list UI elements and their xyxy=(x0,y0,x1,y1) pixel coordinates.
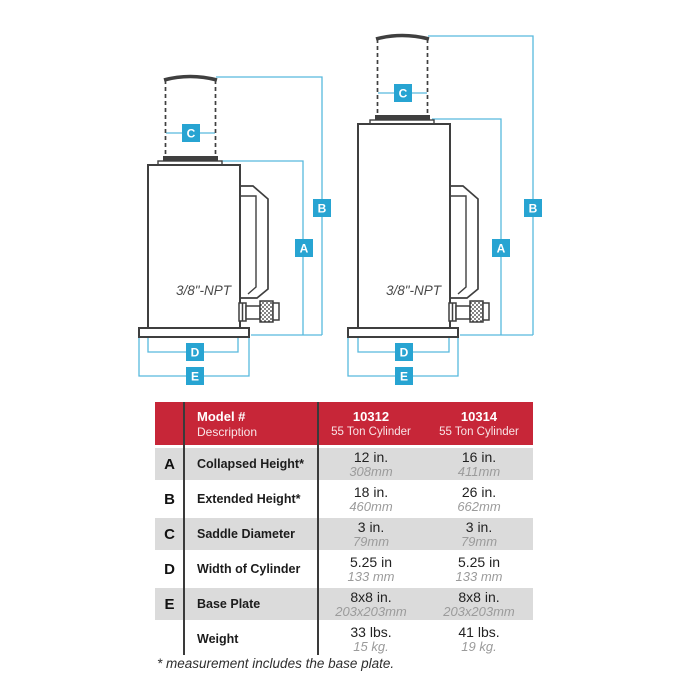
table-row xyxy=(155,553,533,585)
value-metric: 79mm xyxy=(460,533,498,549)
left-label-d: D xyxy=(190,345,200,360)
model-10312-sub: 55 Ton Cylinder xyxy=(331,425,411,438)
description-label: Description xyxy=(197,424,258,439)
row-label: Collapsed Height* xyxy=(197,457,304,471)
value-imperial: 3 in. xyxy=(465,518,493,535)
footnote: * measurement includes the base plate. xyxy=(157,656,395,671)
row-letter: B xyxy=(164,490,175,508)
right-label-b: B xyxy=(528,201,538,216)
right-label-c: C xyxy=(398,86,408,101)
value-imperial: 5.25 in xyxy=(457,553,501,570)
model-10314-sub: 55 Ton Cylinder xyxy=(439,425,519,438)
table-row xyxy=(155,518,533,550)
value-metric: 203x203mm xyxy=(335,603,407,619)
value-metric: 133 mm xyxy=(455,568,503,584)
table-vertical-divider xyxy=(183,402,185,655)
model-10312: 10312 xyxy=(352,408,390,424)
right-npt-label: 3/8"-NPT xyxy=(386,283,442,298)
left-npt-port xyxy=(239,301,279,322)
row-letter: A xyxy=(164,455,175,473)
header-letter-cell xyxy=(155,402,184,445)
header-description-cell xyxy=(184,402,317,445)
right-handle-bracket-inner xyxy=(450,196,466,294)
model-10314: 10314 xyxy=(460,408,498,424)
left-base-plate xyxy=(139,328,249,337)
left-handle-bracket-outer xyxy=(240,186,268,298)
table-vertical-divider xyxy=(317,402,319,655)
row-label: Base Plate xyxy=(197,597,261,611)
table-row xyxy=(155,623,533,655)
value-metric: 15 kg. xyxy=(353,638,389,654)
left-cylinder-body xyxy=(148,165,240,328)
left-npt-label: 3/8"-NPT xyxy=(176,283,232,298)
right-label-d: D xyxy=(399,345,409,360)
left-collar-band xyxy=(163,156,218,161)
row-letter: D xyxy=(164,560,175,578)
value-imperial: 26 in. xyxy=(461,483,497,500)
value-imperial: 18 in. xyxy=(353,483,389,500)
value-metric: 662mm xyxy=(457,498,501,514)
value-metric: 460mm xyxy=(349,498,393,514)
value-imperial: 5.25 in xyxy=(349,553,393,570)
value-imperial: 41 lbs. xyxy=(458,623,500,640)
row-letter: C xyxy=(164,525,175,543)
row-label: Weight xyxy=(197,632,239,646)
row-label: Extended Height* xyxy=(197,492,301,506)
table-header-row xyxy=(155,402,533,445)
right-handle-bracket-outer xyxy=(450,186,478,298)
right-saddle-top xyxy=(376,36,429,40)
left-label-e: E xyxy=(190,369,200,384)
row-letter: E xyxy=(164,595,175,613)
header-column-10314 xyxy=(425,402,533,445)
left-label-b: B xyxy=(317,201,327,216)
right-npt-port xyxy=(449,301,489,322)
value-metric: 308mm xyxy=(349,463,393,479)
left-jack xyxy=(139,77,331,386)
left-saddle-top xyxy=(164,77,217,81)
left-handle-bracket-inner xyxy=(240,196,256,294)
value-metric: 411mm xyxy=(457,463,501,479)
table-row xyxy=(155,588,533,620)
right-label-e: E xyxy=(399,369,409,384)
value-metric: 203x203mm xyxy=(443,603,515,619)
value-metric: 79mm xyxy=(352,533,390,549)
row-label: Width of Cylinder xyxy=(197,562,301,576)
value-imperial: 16 in. xyxy=(461,448,497,465)
right-collar-band xyxy=(375,115,430,120)
value-imperial: 3 in. xyxy=(357,518,385,535)
value-imperial: 33 lbs. xyxy=(350,623,392,640)
spec-table xyxy=(155,402,533,658)
right-label-a: A xyxy=(496,241,506,256)
value-metric: 19 kg. xyxy=(461,638,497,654)
row-letter xyxy=(155,623,184,655)
value-imperial: 12 in. xyxy=(353,448,389,465)
left-label-a: A xyxy=(299,241,309,256)
row-label: Saddle Diameter xyxy=(197,527,295,541)
right-jack xyxy=(348,36,542,386)
left-label-c: C xyxy=(186,126,196,141)
table-row xyxy=(155,483,533,515)
value-imperial: 8x8 in. xyxy=(458,588,500,605)
table-row xyxy=(155,448,533,480)
value-metric: 133 mm xyxy=(347,568,395,584)
value-imperial: 8x8 in. xyxy=(350,588,392,605)
header-column-10312 xyxy=(317,402,425,445)
model-number-label: Model # xyxy=(197,408,246,424)
right-base-plate xyxy=(348,328,458,337)
